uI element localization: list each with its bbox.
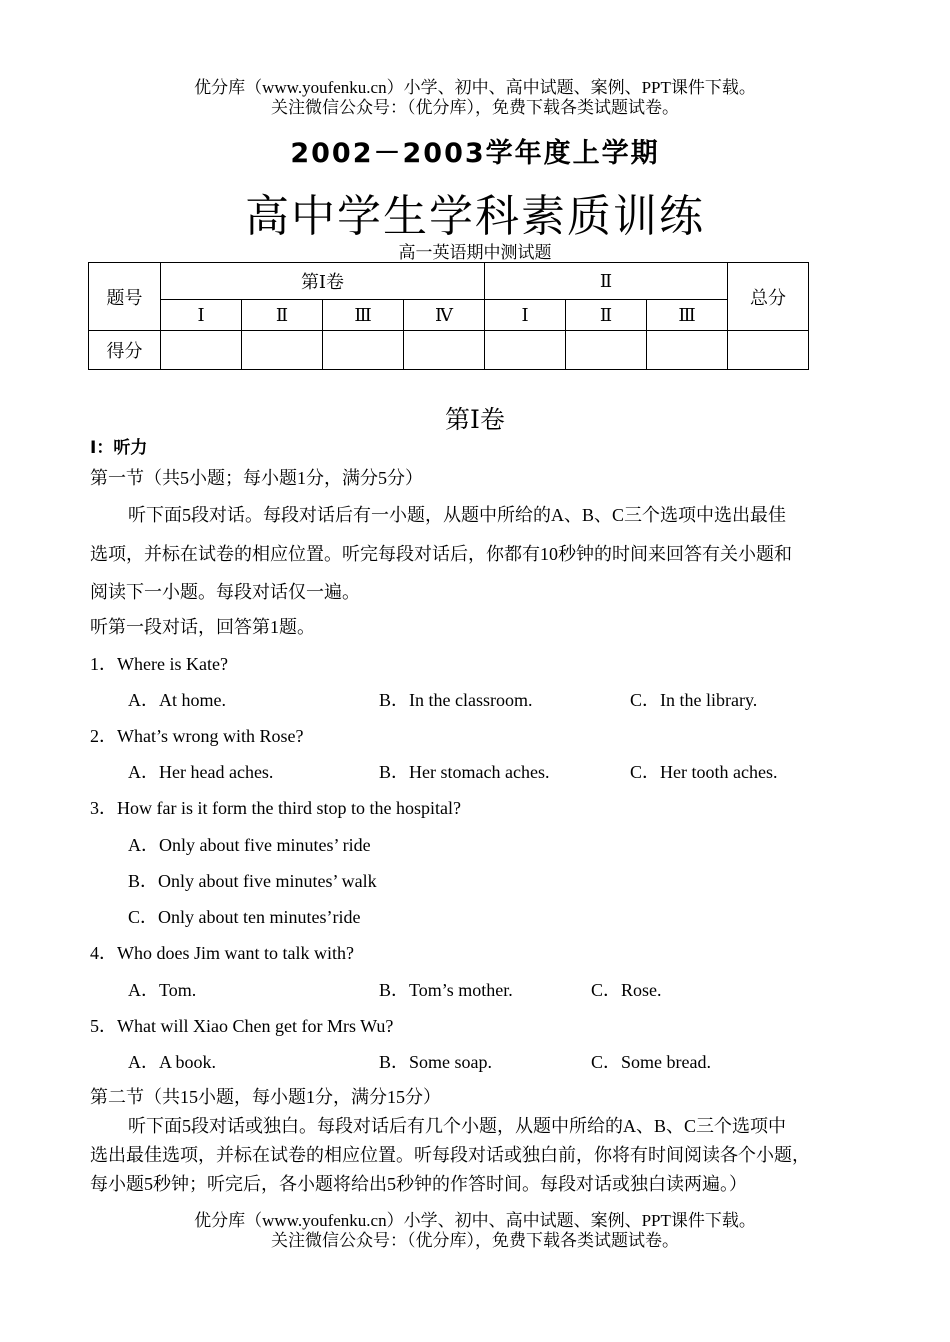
table-col: Ⅱ	[242, 300, 323, 331]
table-label-question: 题号	[89, 263, 161, 331]
table-col: Ⅰ	[485, 300, 566, 331]
score-cell[interactable]	[404, 331, 485, 370]
footer-line-1: 优分库（www.youfenku.cn）小学、初中、高中试题、案例、PPT课件下载。	[194, 1211, 756, 1230]
score-cell[interactable]	[647, 331, 728, 370]
option-c: C．Some bread.	[591, 1052, 711, 1072]
table-col: Ⅳ	[404, 300, 485, 331]
table-col: Ⅰ	[161, 300, 242, 331]
part2-instruction-line: 听下面5段对话或独白。每段对话后有几个小题，从题中所给的A、B、C三个选项中	[128, 1116, 787, 1136]
option-c: C．Her tooth aches.	[630, 762, 778, 782]
option-a: A．Only about five minutes’ ride	[128, 835, 371, 855]
option-b: B．Tom’s mother.	[379, 980, 513, 1000]
question-4: 4．Who does Jim want to talk with?	[90, 943, 354, 963]
year-title: 2002－2003学年度上学期	[290, 138, 660, 169]
score-cell[interactable]	[485, 331, 566, 370]
listen-instruction: 听第一段对话，回答第1题。	[90, 617, 315, 637]
part1-instruction-line: 听下面5段对话。每段对话后有一小题，从题中所给的A、B、C三个选项中选出最佳	[128, 505, 787, 525]
option-b: B．Her stomach aches.	[379, 762, 550, 782]
table-label-score: 得分	[89, 331, 161, 370]
main-title: 高中学生学科素质训练	[245, 191, 705, 242]
table-col: Ⅲ	[323, 300, 404, 331]
part1-heading: 第一节（共5小题；每小题1分，满分5分）	[90, 468, 423, 488]
option-c: C．Rose.	[591, 980, 662, 1000]
table-part2-header: Ⅱ	[485, 263, 728, 300]
option-a: A．Tom.	[128, 980, 197, 1000]
table-col: Ⅱ	[566, 300, 647, 331]
header-line-2: 关注微信公众号：（优分库），免费下载各类试题试卷。	[271, 98, 679, 117]
option-b: B．Some soap.	[379, 1052, 493, 1072]
score-cell-total[interactable]	[728, 331, 809, 370]
question-5: 5．What will Xiao Chen get for Mrs Wu?	[90, 1016, 394, 1036]
option-c: C．Only about ten minutes’ride	[128, 907, 361, 927]
table-col: Ⅲ	[647, 300, 728, 331]
header-line-1: 优分库（www.youfenku.cn）小学、初中、高中试题、案例、PPT课件下载。	[194, 78, 756, 97]
part1-instruction-line: 阅读下一小题。每段对话仅一遍。	[90, 582, 360, 602]
part1-instruction-line: 选项，并标在试卷的相应位置。听完每段对话后，你都有10秒钟的时间来回答有关小题和	[90, 544, 792, 564]
part2-instruction-line: 每小题5秒钟；听完后，各小题将给出5秒钟的作答时间。每段对话或独白读两遍。）	[90, 1174, 747, 1194]
subtitle: 高一英语期中测试题	[398, 243, 552, 262]
table-total-header: 总分	[728, 263, 809, 331]
option-a: A．A book.	[128, 1052, 217, 1072]
option-b: B．Only about five minutes’ walk	[128, 871, 377, 891]
section-heading: Ⅰ：听力	[90, 438, 148, 458]
option-c: C．In the library.	[630, 690, 758, 710]
option-a: A．Her head aches.	[128, 762, 274, 782]
score-table	[88, 262, 809, 370]
question-3: 3．How far is it form the third stop to the hospital?	[90, 798, 461, 818]
score-cell[interactable]	[323, 331, 404, 370]
table-part1-header: 第Ⅰ卷	[161, 263, 485, 300]
score-cell[interactable]	[566, 331, 647, 370]
score-cell[interactable]	[161, 331, 242, 370]
question-2: 2．What’s wrong with Rose?	[90, 726, 304, 746]
part2-heading: 第二节（共15小题，每小题1分，满分15分）	[90, 1087, 441, 1107]
option-a: A．At home.	[128, 690, 226, 710]
part2-instruction-line: 选出最佳选项，并标在试卷的相应位置。听每段对话或独白前，你将有时间阅读各个小题，	[90, 1145, 810, 1165]
question-1: 1．Where is Kate?	[90, 654, 228, 674]
volume-title: 第Ⅰ卷	[445, 407, 505, 434]
score-cell[interactable]	[242, 331, 323, 370]
option-b: B．In the classroom.	[379, 690, 533, 710]
footer-line-2: 关注微信公众号：（优分库），免费下载各类试题试卷。	[271, 1231, 679, 1250]
